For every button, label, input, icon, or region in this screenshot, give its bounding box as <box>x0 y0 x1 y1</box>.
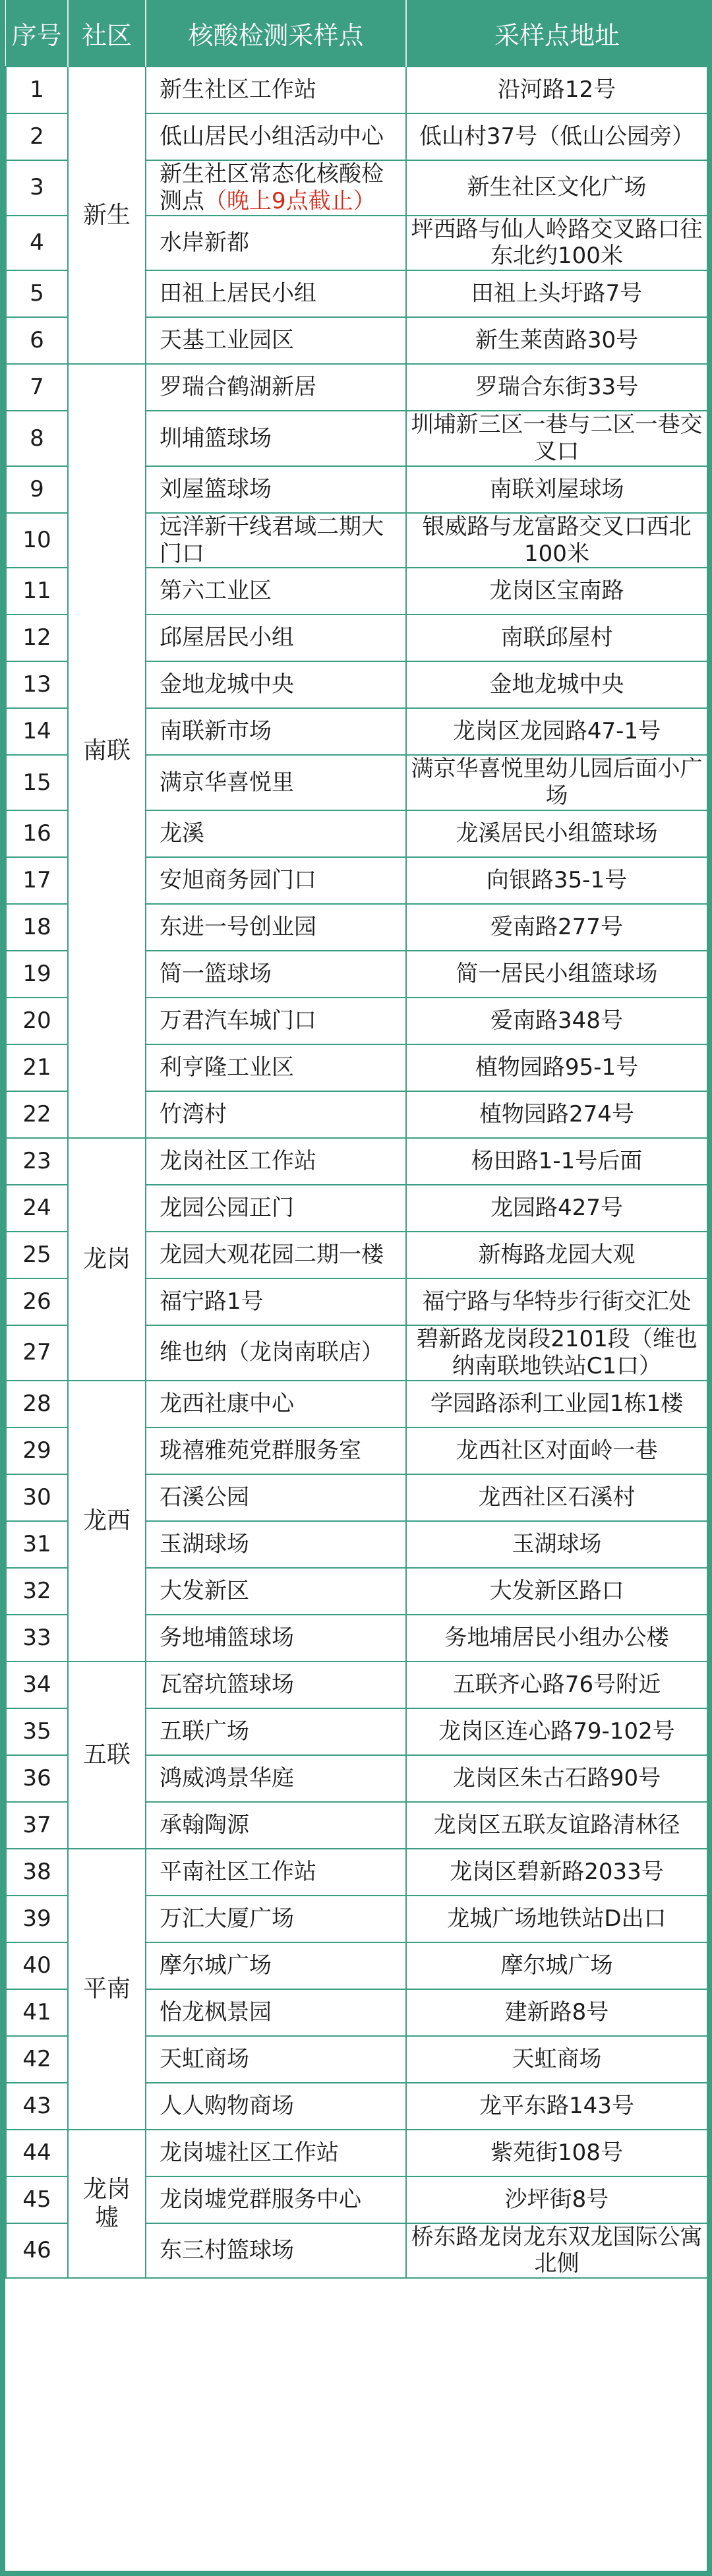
row-index: 9 <box>6 466 68 513</box>
row-index: 29 <box>6 1427 68 1474</box>
sampling-site-address: 学园路添利工业园1栋1楼 <box>406 1381 707 1427</box>
sampling-site-address: 龙平东路143号 <box>406 2083 707 2130</box>
row-index: 25 <box>6 1232 68 1278</box>
sampling-site-name <box>146 568 406 614</box>
row-index: 41 <box>6 1989 68 2036</box>
sampling-site-label: 摩尔城广场 <box>160 1952 272 1979</box>
sampling-site-address: 龙溪居民小组篮球场 <box>406 810 707 857</box>
sampling-site-address: 龙岗区连心路79-102号 <box>406 1708 707 1755</box>
sampling-site-label: 邱屋居民小组 <box>160 624 294 651</box>
sampling-site-address: 新生社区文化广场 <box>406 160 707 216</box>
table-header-row <box>6 0 707 67</box>
sampling-site-name <box>146 1662 406 1708</box>
sampling-site-label: 刘屋篮球场 <box>160 475 272 502</box>
sampling-site-name <box>146 1474 406 1521</box>
row-index: 17 <box>6 857 68 904</box>
sampling-site-name <box>146 1138 406 1185</box>
sampling-site-name <box>146 2223 406 2279</box>
sampling-site-label: 维也纳（龙岗南联店） <box>160 1339 384 1366</box>
sampling-site-name <box>146 466 406 513</box>
sampling-site-label: 南联新市场 <box>160 718 272 745</box>
sampling-site-name <box>146 708 406 755</box>
sampling-site-address: 植物园路274号 <box>406 1091 707 1138</box>
sampling-site-label: 人人购物商场 <box>160 2092 294 2119</box>
sampling-site-name <box>146 1615 406 1662</box>
row-index: 7 <box>6 364 68 411</box>
row-index: 2 <box>6 113 68 160</box>
sampling-site-name <box>146 2083 406 2130</box>
row-index: 45 <box>6 2176 68 2223</box>
row-index: 19 <box>6 951 68 998</box>
row-index: 27 <box>6 1325 68 1381</box>
sampling-site-label: 安旭商务园门口 <box>160 867 316 894</box>
sampling-site-address: 龙园路427号 <box>406 1185 707 1232</box>
sampling-site-label: 天基工业园区 <box>160 327 294 354</box>
row-index: 14 <box>6 708 68 755</box>
table-row <box>6 2130 707 2176</box>
row-index: 37 <box>6 1802 68 1849</box>
sampling-site-name <box>146 857 406 904</box>
sampling-site-address: 坪西路与仙人岭路交叉路口往东北约100米 <box>406 216 707 271</box>
sampling-site-address: 圳埔新三区一巷与二区一巷交叉口 <box>406 411 707 466</box>
row-index: 8 <box>6 411 68 466</box>
sampling-site-address: 金地龙城中央 <box>406 661 707 708</box>
row-index: 22 <box>6 1091 68 1138</box>
sampling-site-name <box>146 1708 406 1755</box>
sampling-sites-table <box>5 0 708 2279</box>
sampling-site-address: 银威路与龙富路交叉口西北100米 <box>406 513 707 568</box>
sampling-site-address: 爱南路277号 <box>406 904 707 951</box>
sampling-site-label: 满京华喜悦里 <box>160 769 294 796</box>
sampling-site-name <box>146 1568 406 1615</box>
sampling-site-name <box>146 1185 406 1232</box>
sampling-site-name <box>146 904 406 951</box>
row-index: 21 <box>6 1044 68 1091</box>
sampling-site-label: 务地埔篮球场 <box>160 1624 294 1651</box>
sampling-site-label: 福宁路1号 <box>160 1288 264 1315</box>
row-index: 23 <box>6 1138 68 1185</box>
sampling-site-name <box>146 1325 406 1381</box>
sampling-site-name <box>146 755 406 810</box>
sampling-site-address: 龙岗区碧新路2033号 <box>406 1849 707 1896</box>
row-index: 39 <box>6 1896 68 1942</box>
sampling-site-name <box>146 1802 406 1849</box>
sampling-site-address: 龙岗区龙园路47-1号 <box>406 708 707 755</box>
community-name: 龙岗 <box>68 1138 146 1381</box>
row-index: 6 <box>6 317 68 364</box>
sampling-site-label: 玉湖球场 <box>160 1530 249 1557</box>
sampling-site-label: 新生社区常态化核酸检测点 <box>160 161 384 214</box>
table-row <box>6 1849 707 1896</box>
sampling-site-label: 龙园公园正门 <box>160 1195 294 1222</box>
sampling-site-name <box>146 810 406 857</box>
sampling-site-address: 罗瑞合东街33号 <box>406 364 707 411</box>
row-index: 18 <box>6 904 68 951</box>
row-index: 15 <box>6 755 68 810</box>
sampling-site-label: 新生社区工作站 <box>160 76 316 104</box>
sampling-site-address: 南联邱屋村 <box>406 614 707 661</box>
sampling-site-label: 鸿威鸿景华庭 <box>160 1764 294 1791</box>
sampling-site-name <box>146 998 406 1044</box>
sampling-site-label: 万君汽车城门口 <box>160 1007 316 1034</box>
row-index: 42 <box>6 2036 68 2083</box>
sampling-site-label: 大发新区 <box>160 1577 249 1604</box>
sampling-site-address: 杨田路1-1号后面 <box>406 1138 707 1185</box>
sampling-site-name <box>146 364 406 411</box>
sampling-site-label: 瓦窑坑篮球场 <box>160 1671 294 1698</box>
sampling-site-address: 新梅路龙园大观 <box>406 1232 707 1278</box>
sampling-site-name <box>146 614 406 661</box>
table-row <box>6 1138 707 1185</box>
row-index: 31 <box>6 1521 68 1568</box>
sampling-site-name <box>146 661 406 708</box>
sampling-site-name <box>146 951 406 998</box>
row-index: 32 <box>6 1568 68 1615</box>
sampling-site-address: 紫苑街108号 <box>406 2130 707 2176</box>
row-index: 5 <box>6 270 68 317</box>
header-community: 社区 <box>68 0 146 67</box>
sampling-site-name <box>146 1427 406 1474</box>
row-index: 28 <box>6 1381 68 1427</box>
sampling-site-label: 金地龙城中央 <box>160 671 294 698</box>
sampling-site-label: 田祖上居民小组 <box>160 280 316 307</box>
sampling-site-address: 福宁路与华特步行街交汇处 <box>406 1278 707 1325</box>
sampling-site-name <box>146 216 406 271</box>
sampling-site-name <box>146 2176 406 2223</box>
sampling-site-label: 万汇大厦广场 <box>160 1905 294 1932</box>
sampling-site-address: 龙岗区朱古石路90号 <box>406 1755 707 1802</box>
sampling-site-name <box>146 1896 406 1942</box>
table-row <box>6 67 707 113</box>
header-address: 采样点地址 <box>406 0 707 67</box>
sampling-site-name <box>146 1942 406 1989</box>
sampling-site-address: 龙西社区对面岭一巷 <box>406 1427 707 1474</box>
row-index: 38 <box>6 1849 68 1896</box>
sampling-site-address: 龙西社区石溪村 <box>406 1474 707 1521</box>
community-name: 平南 <box>68 1849 146 2130</box>
row-index: 10 <box>6 513 68 568</box>
sampling-site-name <box>146 317 406 364</box>
row-index: 40 <box>6 1942 68 1989</box>
row-index: 12 <box>6 614 68 661</box>
sampling-site-label: 五联广场 <box>160 1718 249 1745</box>
row-index: 33 <box>6 1615 68 1662</box>
sampling-site-address: 向银路35-1号 <box>406 857 707 904</box>
sampling-site-label: 天虹商场 <box>160 2045 249 2072</box>
sampling-site-name <box>146 2036 406 2083</box>
sampling-site-label: 罗瑞合鹤湖新居 <box>160 374 316 401</box>
sampling-site-label: 龙岗社区工作站 <box>160 1148 316 1175</box>
sampling-site-address: 新生莱茵路30号 <box>406 317 707 364</box>
community-name: 龙西 <box>68 1381 146 1662</box>
sampling-site-name <box>146 513 406 568</box>
closing-time-note: （晚上9点截止） <box>204 187 376 214</box>
sampling-site-address: 大发新区路口 <box>406 1568 707 1615</box>
row-index: 46 <box>6 2223 68 2279</box>
sampling-site-address: 碧新路龙岗段2101段（维也纳南联地铁站C1口） <box>406 1325 707 1381</box>
sampling-site-address: 龙岗区五联友谊路清林径 <box>406 1802 707 1849</box>
sampling-site-name <box>146 2130 406 2176</box>
table-row <box>6 1381 707 1427</box>
sampling-site-label: 龙西社康中心 <box>160 1390 294 1417</box>
row-index: 11 <box>6 568 68 614</box>
row-index: 1 <box>6 67 68 113</box>
row-index: 44 <box>6 2130 68 2176</box>
community-name: 龙岗墟 <box>68 2130 146 2279</box>
sampling-site-label: 承翰陶源 <box>160 1811 249 1838</box>
row-index: 35 <box>6 1708 68 1755</box>
sampling-site-label: 龙岗墟党群服务中心 <box>160 2186 361 2213</box>
table-body <box>6 67 707 2278</box>
sampling-site-name <box>146 270 406 317</box>
sampling-site-address: 五联齐心路76号附近 <box>406 1662 707 1708</box>
row-index: 4 <box>6 216 68 271</box>
sampling-site-name <box>146 113 406 160</box>
row-index: 43 <box>6 2083 68 2130</box>
sampling-site-address: 摩尔城广场 <box>406 1942 707 1989</box>
row-index: 34 <box>6 1662 68 1708</box>
sampling-site-address: 建新路8号 <box>406 1989 707 2036</box>
sampling-site-label: 珑禧雅苑党群服务室 <box>160 1437 361 1464</box>
sampling-site-address: 务地埔居民小组办公楼 <box>406 1615 707 1662</box>
row-index: 20 <box>6 998 68 1044</box>
sampling-site-address: 简一居民小组篮球场 <box>406 951 707 998</box>
sampling-site-label: 东三村篮球场 <box>160 2236 294 2263</box>
sampling-site-address: 沿河路12号 <box>406 67 707 113</box>
sampling-site-label: 简一篮球场 <box>160 961 272 988</box>
community-name: 南联 <box>68 364 146 1138</box>
sampling-site-label: 东进一号创业园 <box>160 914 316 941</box>
sampling-site-address: 田祖上头圩路7号 <box>406 270 707 317</box>
sampling-site-address: 桥东路龙岗龙东双龙国际公寓北侧 <box>406 2223 707 2279</box>
row-index: 16 <box>6 810 68 857</box>
sampling-site-address: 爱南路348号 <box>406 998 707 1044</box>
sampling-site-name <box>146 1381 406 1427</box>
row-index: 24 <box>6 1185 68 1232</box>
sampling-site-name <box>146 1232 406 1278</box>
sampling-site-name <box>146 67 406 113</box>
sampling-site-address: 植物园路95-1号 <box>406 1044 707 1091</box>
sampling-site-name <box>146 1849 406 1896</box>
community-name: 新生 <box>68 67 146 364</box>
sampling-site-address: 天虹商场 <box>406 2036 707 2083</box>
sampling-site-name <box>146 1044 406 1091</box>
header-site: 核酸检测采样点 <box>146 0 406 67</box>
row-index: 13 <box>6 661 68 708</box>
sampling-site-address: 龙城广场地铁站D出口 <box>406 1896 707 1942</box>
sampling-site-label: 第六工业区 <box>160 578 272 605</box>
sampling-site-label: 圳埔篮球场 <box>160 425 272 452</box>
sampling-site-address: 南联刘屋球场 <box>406 466 707 513</box>
sampling-site-address: 低山村37号（低山公园旁） <box>406 113 707 160</box>
sampling-site-name <box>146 160 406 216</box>
sampling-site-label: 石溪公园 <box>160 1483 249 1511</box>
sampling-site-label: 怡龙枫景园 <box>160 1998 272 2025</box>
sampling-site-name <box>146 1091 406 1138</box>
sampling-site-label: 低山居民小组活动中心 <box>160 123 384 150</box>
row-index: 26 <box>6 1278 68 1325</box>
sampling-site-name <box>146 1278 406 1325</box>
community-name: 五联 <box>68 1662 146 1849</box>
sampling-site-label: 龙岗墟社区工作站 <box>160 2139 339 2166</box>
header-index: 序号 <box>6 0 68 67</box>
sampling-site-address: 沙坪街8号 <box>406 2176 707 2223</box>
sampling-site-label: 平南社区工作站 <box>160 1858 316 1885</box>
sampling-site-address: 玉湖球场 <box>406 1521 707 1568</box>
sampling-site-label: 龙溪 <box>160 820 204 847</box>
table-row <box>6 364 707 411</box>
table-row <box>6 1662 707 1708</box>
row-index: 3 <box>6 160 68 216</box>
sampling-site-label: 远洋新干线君域二期大门口 <box>160 513 384 567</box>
sampling-site-address: 龙岗区宝南路 <box>406 568 707 614</box>
sampling-site-label: 龙园大观花园二期一楼 <box>160 1242 384 1269</box>
sampling-site-name <box>146 1755 406 1802</box>
row-index: 30 <box>6 1474 68 1521</box>
row-index: 36 <box>6 1755 68 1802</box>
sampling-site-label: 水岸新都 <box>160 229 249 256</box>
sampling-site-name <box>146 411 406 466</box>
sampling-site-name <box>146 1521 406 1568</box>
sampling-site-label: 利亨隆工业区 <box>160 1054 294 1081</box>
sampling-site-label: 竹湾村 <box>160 1101 227 1128</box>
sampling-site-name <box>146 1989 406 2036</box>
sampling-site-address: 满京华喜悦里幼儿园后面小广场 <box>406 755 707 810</box>
